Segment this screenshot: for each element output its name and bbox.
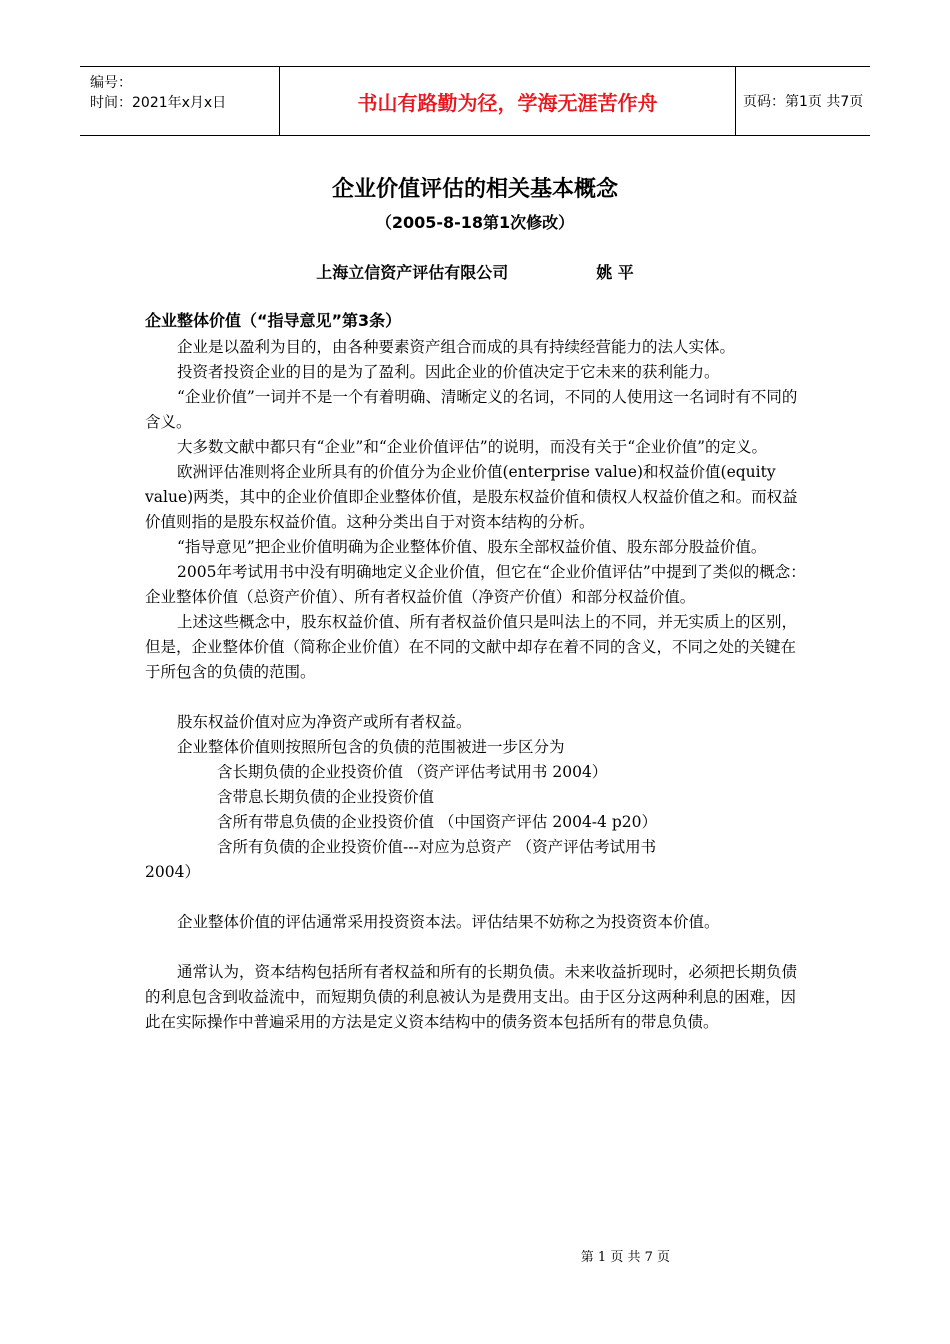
list-item: 含所有带息负债的企业投资价值 （中国资产评估 2004-4 p20） <box>217 813 657 831</box>
paragraph: 投资者投资企业的目的是为了盈利。因此企业的价值决定于它未来的获利能力。 <box>177 363 720 381</box>
author-line <box>0 260 950 283</box>
paragraph: 通常认为，资本结构包括所有者权益和所有的长期负债。未来收益折现时，必须把长期负债的利息包含到收益流中，而短期负债的利息被认为是费用支出。由于区分这两种利息的困难，因此在实际操作中普遍采用的方法是定义资本结构中的债务资本包括所有的带息负债。 <box>145 963 798 1031</box>
paragraph: 2005年考试用书中没有明确地定义企业价值，但它在“企业价值评估”中提到了类似的概念：企业整体价值（总资产价值）、所有者权益价值（净资产价值）和部分权益价值。 <box>145 563 806 606</box>
paragraph: 企业整体价值则按照所包含的负债的范围被进一步区分为 <box>177 738 565 756</box>
paragraph: 欧洲评估准则将企业所具有的价值分为企业价值(enterprise value)和权益价值(equity value)两类，其中的企业价值即企业整体价值，是股东权益价值和债权人权益价值之和。而权益价值则指的是股东权益价值。这种分类出自于对资本结构的分析。 <box>145 463 798 531</box>
section-heading: 企业整体价值（“指导意见”第3条） <box>145 311 402 330</box>
list-item: 含长期负债的企业投资价值 （资产评估考试用书 2004） <box>217 763 608 781</box>
page-footer: 第 1 页 共 7 页 <box>580 1250 670 1265</box>
document-number-label: 编号： <box>90 75 132 91</box>
paragraph: 企业是以盈利为目的，由各种要素资产组合而成的具有持续经营能力的法人实体。 <box>177 338 736 356</box>
document-body <box>145 308 810 1035</box>
paragraph: 企业整体价值的评估通常采用投资资本法。评估结果不妨称之为投资资本价值。 <box>177 913 720 931</box>
list-item-continuation: 2004） <box>145 863 200 881</box>
document-title: 企业价值评估的相关基本概念 <box>331 177 618 202</box>
paragraph: “企业价值”一词并不是一个有着明确、清晰定义的名词，不同的人使用这一名词时有不同的含义。 <box>145 388 798 431</box>
paragraph: “指导意见”把企业价值明确为企业整体价值、股东全部权益价值、股东部分股益价值。 <box>177 538 767 556</box>
header-page-info: 页码：第1页 共7页 <box>743 94 864 110</box>
paragraph: 股东权益价值对应为净资产或所有者权益。 <box>177 713 472 731</box>
paragraph: 大多数文献中都只有“企业”和“企业价值评估”的说明，而没有关于“企业价值”的定义。 <box>177 438 768 456</box>
document-subtitle: （2005-8-18第1次修改） <box>375 213 575 232</box>
paragraph: 上述这些概念中，股东权益价值、所有者权益价值只是叫法上的不同，并无实质上的区别，但是，企业整体价值（简称企业价值）在不同的文献中却存在着不同的含义，不同之处的关键在于所包含的负债的范围。 <box>145 613 798 681</box>
document-time-label: 时间：2021年x月x日 <box>90 95 227 111</box>
header-meta <box>80 67 280 135</box>
page-header <box>80 66 870 136</box>
author-name: 姚 平 <box>596 263 634 282</box>
author-organization: 上海立信资产评估有限公司 <box>316 263 509 282</box>
list-item: 含所有负债的企业投资价值---对应为总资产 （资产评估考试用书 <box>217 838 657 856</box>
header-motto: 书山有路勤为径，学海无涯苦作舟 <box>280 67 736 135</box>
list-item: 含带息长期负债的企业投资价值 <box>217 788 435 806</box>
